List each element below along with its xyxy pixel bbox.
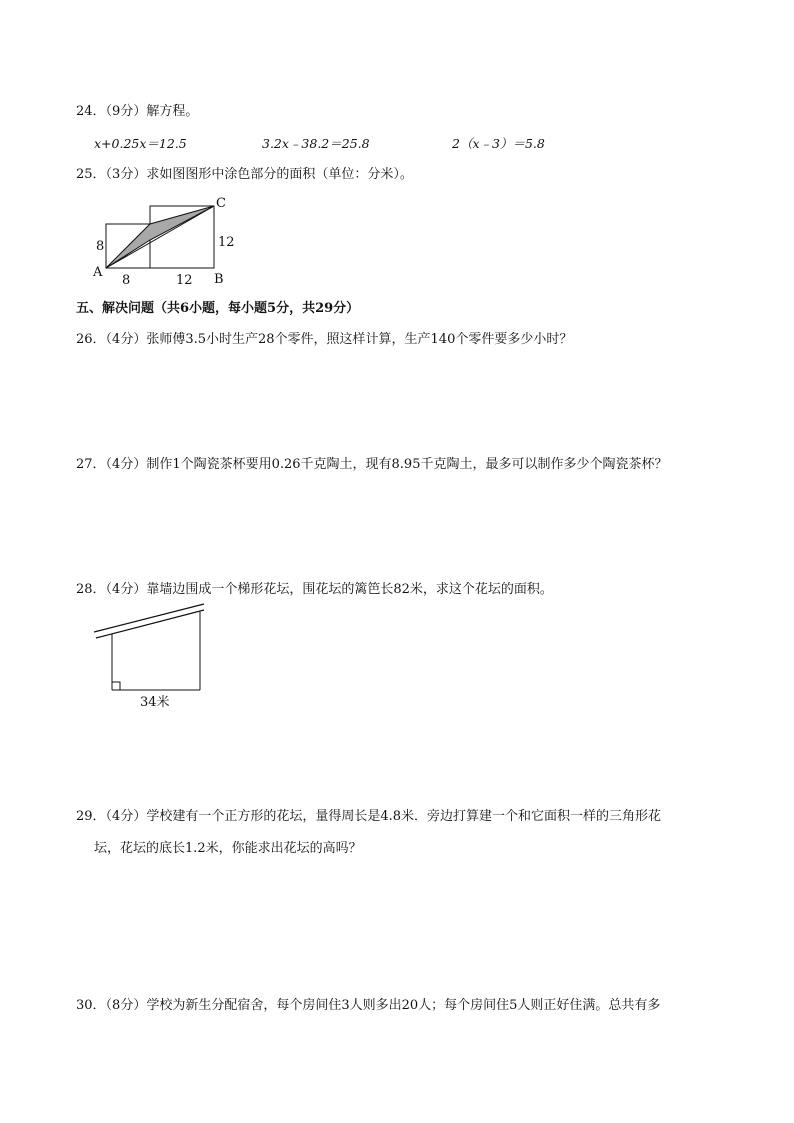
q25-text: 25．（3分）求如图图形中涂色部分的面积（单位：分米）。 (76, 167, 413, 182)
label-point-c: C (216, 196, 226, 211)
wall-line-inner (96, 610, 204, 638)
q30-text: 30．（8分）学校为新生分配宿舍，每个房间住3人则多出20人；每个房间住5人则正好住满。总共有多 (76, 998, 661, 1013)
q25-figure (90, 196, 240, 286)
q27-text: 27．（4分）制作1个陶瓷茶杯要用0.26千克陶土，现有8.95千克陶土，最多可以制作多少个陶瓷茶杯？ (76, 457, 668, 472)
wall-line-outer (94, 604, 204, 632)
diagonal-ac (106, 206, 214, 268)
label-left-height: 8 (96, 239, 105, 254)
right-angle-marker (112, 682, 120, 690)
q24-equation-2: 3.2x﹣38.2＝25.8 (262, 136, 370, 151)
label-right-height: 12 (218, 235, 235, 250)
q24-equation-1: x+0.25x＝12.5 (94, 136, 187, 151)
label-bottom-length: 34米 (140, 695, 170, 710)
section5-heading: 五、解决问题（共6小题，每小题5分，共29分） (76, 301, 360, 316)
q24-text: 24．（9分）解方程。 (76, 104, 199, 119)
label-point-a: A (93, 265, 103, 280)
label-point-b: B (214, 272, 224, 287)
label-bottom-left: 8 (122, 273, 131, 288)
q28-figure (92, 608, 212, 708)
q24-equation-3: 2（x﹣3）＝5.8 (452, 136, 545, 151)
q29-text-line1: 29．（4分）学校建有一个正方形的花坛，量得周长是4.8米．旁边打算建一个和它面积一样的三角形花 (76, 809, 661, 824)
q26-text: 26．（4分）张师傅3.5小时生产28个零件，照这样计算，生产140个零件要多少小时？ (76, 332, 573, 347)
q28-text: 28．（4分）靠墙边围成一个梯形花坛，围花坛的篱笆长82米，求这个花坛的面积。 (76, 582, 553, 597)
q29-text-line2: 坛，花坛的底长1.2米，你能求出花坛的高吗？ (94, 841, 362, 856)
label-bottom-right: 12 (176, 273, 193, 288)
